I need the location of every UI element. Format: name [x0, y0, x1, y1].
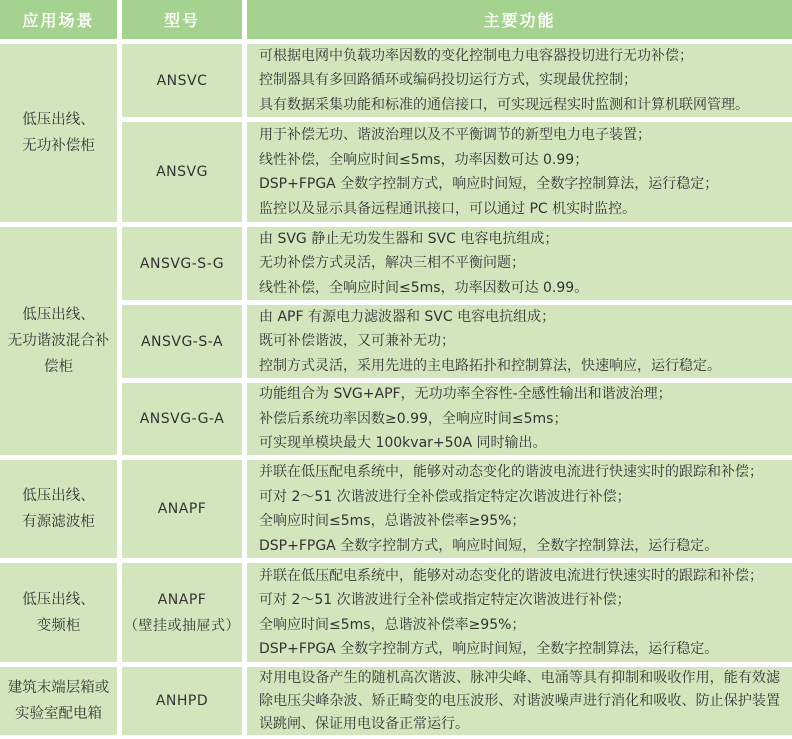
function-line: DSP+FPGA 全数字控制方式，响应时间短，全数字控制算法，运行稳定。 — [259, 537, 719, 554]
model-name: ANSVG-G-A — [139, 411, 225, 427]
function-line: 控制器具有多回路循环或编码投切运行方式，实现最优控制； — [259, 72, 637, 89]
model-name: ANSVG — [156, 164, 208, 180]
function-line: 全响应时间≤5ms，总谐波补偿率≥95%； — [259, 616, 526, 633]
col-header-functions — [247, 0, 792, 39]
function-line: 全响应时间≤5ms，总谐波补偿率≥95%； — [259, 513, 526, 529]
functions-cell — [247, 563, 792, 662]
model-name: ANHPD — [155, 693, 209, 709]
scenario-line: 低压出线、 — [22, 488, 95, 504]
col-header-scenario — [0, 0, 117, 39]
col-header-functions-label: 主要功能 — [483, 11, 556, 30]
scenario-line: 低压出线、 — [22, 307, 95, 323]
functions-cell — [247, 460, 792, 558]
function-line: 用于补偿无功、谐波治理以及不平衡调节的新型电力电子装置； — [259, 127, 651, 143]
scenario-cell — [0, 563, 117, 662]
function-line: DSP+FPGA 全数字控制方式，响应时间短，全数字控制算法，运行稳定。 — [259, 641, 719, 657]
function-line: 线性补偿，全响应时间≤5ms，功率因数可达 0.99； — [259, 151, 589, 168]
scenario-cell — [0, 227, 117, 455]
scenario-line: 偿柜 — [44, 359, 73, 375]
function-line: 并联在低压配电系统中，能够对动态变化的谐波电流进行快速实时的跟踪和补偿； — [259, 567, 763, 584]
model-cell — [122, 563, 242, 662]
model-cell — [122, 44, 242, 117]
model-name: ANAPF — [157, 591, 207, 608]
scenario-line: 实验室配电箱 — [15, 706, 102, 722]
function-line: 无功补偿方式灵活，解决三相不平衡问题； — [259, 255, 525, 272]
functions-cell — [247, 44, 792, 117]
functions-cell — [247, 667, 792, 735]
function-line: 对用电设备产生的随机高次谐波、脉冲尖峰、电涌等具有抑制和吸收作用，能有效滤除电压尖峰杂波、矫正畸变的电压波形、对谐波噪声进行消化和吸收、防止保护装置误跳闸、保证用电设备正常运行。 — [259, 669, 780, 732]
col-header-scenario-label: 应用场景 — [22, 11, 95, 30]
function-line: 功能组合为 SVG+APF，无功功率全容性-全感性输出和谐波治理； — [259, 386, 672, 403]
function-line: 由 APF 有源电力滤波器和 SVC 电容电抗组成； — [259, 308, 556, 325]
model-cell — [122, 460, 242, 558]
model-name: ANSVC — [156, 72, 208, 89]
model-name: ANAPF — [157, 501, 207, 517]
scenario-line: 有源滤波柜 — [22, 514, 95, 530]
functions-cell — [247, 305, 792, 378]
model-cell — [122, 122, 242, 222]
col-header-model-label: 型号 — [163, 11, 200, 30]
scenario-line: 低压出线、 — [22, 591, 95, 608]
scenario-line: 建筑末端层箱或 — [7, 680, 110, 696]
functions-cell — [247, 122, 792, 222]
scenario-line: 变频柜 — [36, 617, 81, 634]
function-line: 既可补偿谐波，又可兼补无功； — [259, 333, 455, 350]
functions-cell — [247, 383, 792, 455]
function-line: 监控以及显示具备远程通讯接口，可以通过 PC 机实时监控。 — [259, 200, 637, 217]
functions-cell — [247, 227, 792, 300]
function-line: 补偿后系统功率因数≥0.99，全响应时间≤5ms； — [259, 410, 568, 427]
scenario-line: 无功谐波混合补 — [7, 333, 110, 349]
model-name: ANSVG-S-G — [139, 255, 225, 272]
scenario-cell — [0, 667, 117, 735]
function-line: 由 SVG 静止无功发生器和 SVC 电容电抗组成； — [259, 230, 559, 247]
scenario-cell — [0, 44, 117, 222]
function-line: 可根据电网中负载功率因数的变化控制电力电容器投切进行无功补偿； — [259, 47, 693, 64]
model-cell — [122, 305, 242, 378]
function-line: 可实现单模块最大 100kvar+50A 同时输出。 — [259, 435, 547, 452]
col-header-model — [122, 0, 242, 39]
function-line: 具有数据采集功能和标准的通信接口，可实现远程实时监测和计算机联网管理。 — [259, 96, 749, 113]
model-name: ANSVG-S-A — [140, 333, 224, 350]
function-line: 可对 2～51 次谐波进行全补偿或指定特定次谐波进行补偿； — [259, 592, 631, 608]
scenario-line: 低压出线、 — [22, 112, 95, 128]
scenario-cell — [0, 460, 117, 558]
model-cell — [122, 667, 242, 735]
function-line: 并联在低压配电系统中，能够对动态变化的谐波电流进行快速实时的跟踪和补偿； — [259, 464, 763, 480]
function-line: 可对 2～51 次谐波进行全补偿或指定特定次谐波进行补偿； — [259, 488, 631, 505]
model-cell — [122, 383, 242, 455]
scenario-line: 无功补偿柜 — [22, 138, 95, 154]
function-line: DSP+FPGA 全数字控制方式，响应时间短，全数字控制算法，运行稳定； — [259, 176, 719, 192]
function-line: 控制方式灵活，采用先进的主电路拓扑和控制算法，快速响应，运行稳定。 — [259, 357, 721, 374]
model-variant: （壁挂或抽屉式） — [124, 617, 240, 634]
model-cell — [122, 227, 242, 300]
function-line: 线性补偿，全响应时间≤5ms，功率因数可达 0.99。 — [259, 279, 589, 296]
